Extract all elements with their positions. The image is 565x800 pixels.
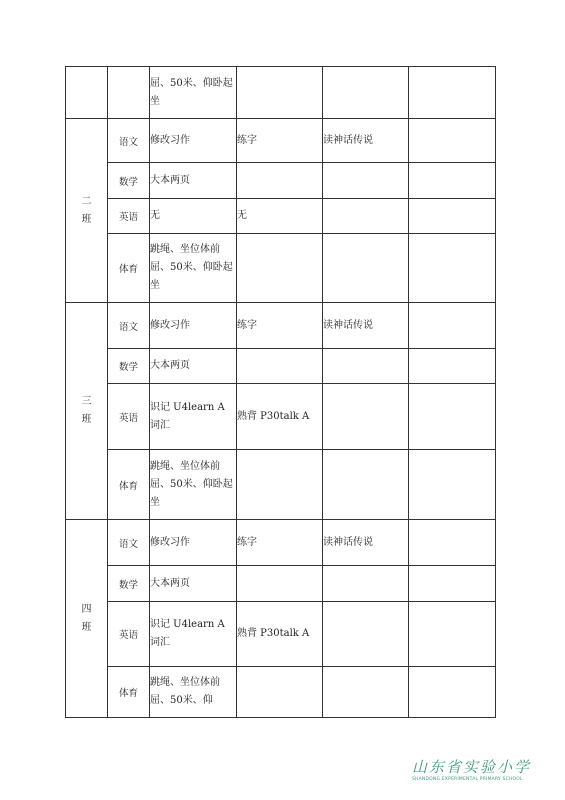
task-cell: 修改习作 (150, 520, 237, 566)
table-row (66, 667, 496, 718)
task-cell: 修改习作 (150, 119, 237, 163)
table-row (66, 303, 496, 349)
task-cell: 练字 (237, 520, 323, 566)
task-cell: 练字 (237, 119, 323, 163)
class-label-cell: 四班 (66, 520, 108, 718)
task-cell: 跳绳、坐位体前屈、50米、仰卧起坐 (150, 234, 237, 303)
subject-cell: 数学 (108, 349, 150, 384)
subject-cell: 语文 (108, 119, 150, 163)
school-logo-en: SHANDONG EXPERIMENTAL PRIMARY SCHOOL (411, 777, 523, 782)
task-cell: 无 (237, 199, 323, 234)
subject-cell: 语文 (108, 520, 150, 566)
task-cell: 无 (150, 199, 237, 234)
task-cell: 读神话传说 (323, 303, 409, 349)
task-cell: 修改习作 (150, 303, 237, 349)
table-row (66, 450, 496, 520)
subject-cell: 英语 (108, 384, 150, 450)
task-cell: 读神话传说 (323, 119, 409, 163)
class-cell-empty (66, 67, 108, 119)
task-cell: 屈、50米、仰卧起坐 (150, 67, 237, 119)
subject-cell: 数学 (108, 566, 150, 602)
table-row (66, 602, 496, 667)
task-cell: 大本两页 (150, 349, 237, 384)
task-cell: 练字 (237, 303, 323, 349)
task-cell: 跳绳、坐位体前屈、50米、仰 (150, 667, 237, 718)
class-label-cell: 二班 (66, 119, 108, 303)
table-row (66, 349, 496, 384)
table-row (66, 234, 496, 303)
school-logo (412, 756, 531, 782)
table-row (66, 520, 496, 566)
table-row (66, 199, 496, 234)
task-cell: 熟背 P30talk A (237, 384, 323, 450)
task-cell: 读神话传说 (323, 520, 409, 566)
task-cell: 大本两页 (150, 566, 237, 602)
subject-cell-empty (108, 67, 150, 119)
homework-table (65, 66, 496, 718)
school-logo-cn: 山东省实验小学 (411, 758, 531, 776)
table-row (66, 566, 496, 602)
subject-cell: 英语 (108, 602, 150, 667)
task-cell: 识记 U4learn A 词汇 (150, 384, 237, 450)
task-cell: 熟背 P30talk A (237, 602, 323, 667)
subject-cell: 体育 (108, 450, 150, 520)
task-cell: 大本两页 (150, 163, 237, 199)
task-cell: 跳绳、坐位体前屈、50米、仰卧起坐 (150, 450, 237, 520)
table-row (66, 119, 496, 163)
subject-cell: 体育 (108, 667, 150, 718)
class-label-cell: 三班 (66, 303, 108, 520)
table-row (66, 384, 496, 450)
subject-cell: 语文 (108, 303, 150, 349)
table-row (66, 163, 496, 199)
table-row (66, 67, 496, 119)
subject-cell: 英语 (108, 199, 150, 234)
subject-cell: 数学 (108, 163, 150, 199)
subject-cell: 体育 (108, 234, 150, 303)
task-cell: 识记 U4learn A 词汇 (150, 602, 237, 667)
